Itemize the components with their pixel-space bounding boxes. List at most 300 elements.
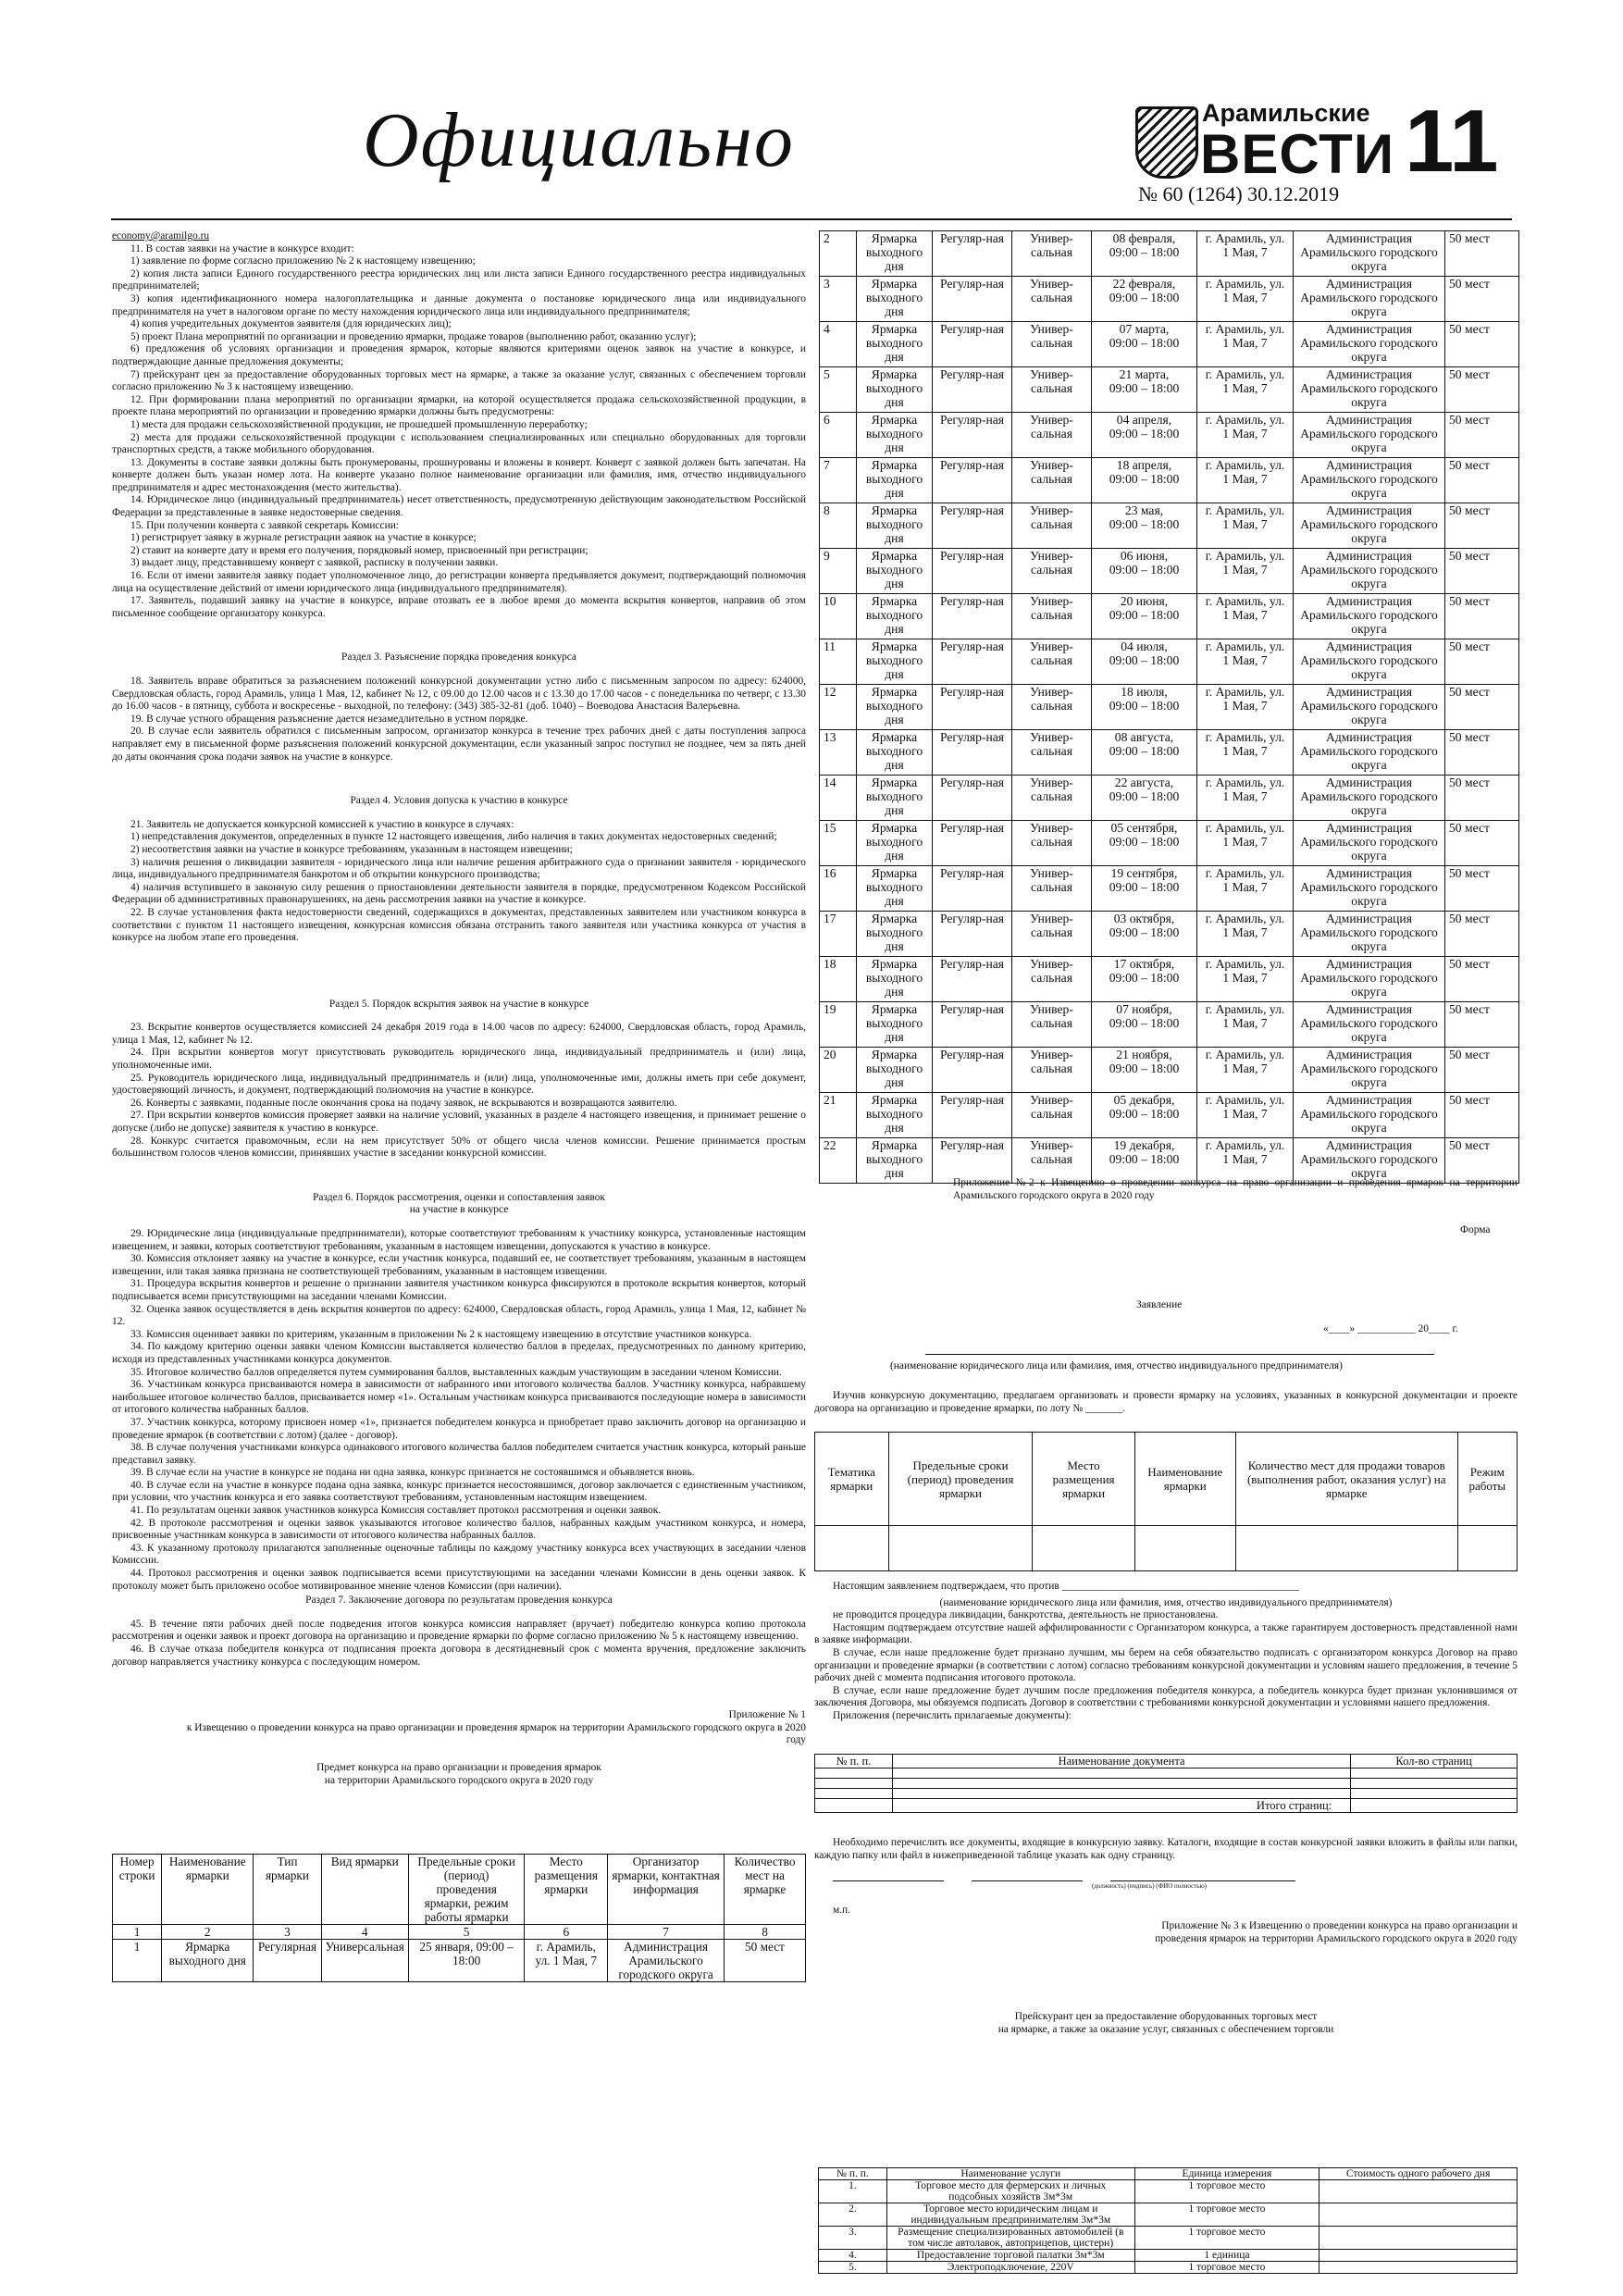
column-header: Вид ярмарки xyxy=(321,1855,408,1925)
column-header: Место размещения ярмарки xyxy=(1033,1433,1134,1526)
table-cell: Предоставление торговой палатки 3м*3м xyxy=(886,2250,1134,2262)
paragraph: 1) места для продажи сельскохозяйственной продукции, не прошедшей промышленную переработку; xyxy=(130,418,588,430)
table-number-row xyxy=(113,1925,806,1940)
paragraph: 16. Если от имени заявителя заявку подает уполномоченное лицо, до регистрации конверта предъявляется документ, подтверждающий полномочия лица на осуществление действий от имени юридического лица (индивидуального предпринимателя). xyxy=(112,570,806,594)
fair-place: г. Арамиль, ул. 1 Мая, 7 xyxy=(1197,1093,1294,1138)
fair-kind: Универ-сальная xyxy=(1012,639,1092,685)
contest-subject-table xyxy=(112,1854,806,1982)
paragraph: В случае, если наше предложение будет лучшим после предложения победителя конкурса, а победитель конкурса будет признан уклонившимся от заключения Договора, мы обязуемся подписать Договор в соответствии с требованиями конкурсной документации и условиями нашего предложения. xyxy=(814,1684,1518,1709)
table-row xyxy=(820,730,1519,776)
fair-type: Регуляр-ная xyxy=(933,1002,1012,1048)
fair-type: Регуляр-ная xyxy=(933,866,1012,912)
paragraph: Приложения (перечислить прилагаемые документы): xyxy=(833,1709,1072,1721)
fair-seats: 50 мест xyxy=(1445,1138,1519,1184)
fair-type: Регуляр-ная xyxy=(933,458,1012,503)
paragraph: 18. Заявитель вправе обратиться за разъяснением положений конкурсной документации устно либо с письменным запросом по адресу: 624000, Свердловская область, город Арамиль, улица 1 Мая, 12, кабинет № 12, с 09.00 до 12.00 часов и с 13.30 до 17.00 часов - с понедельника по четверг, с 13.30 до 16.00 часов - в пятницу, суббота и воскресенье - выходной, по телефону: (343) 385-32-81 (доб. 1040) – Воеводова Анастасия Валерьевна. xyxy=(112,676,806,713)
row-number: 16 xyxy=(820,866,857,912)
date-line: «____» ___________ 20____ г. xyxy=(1323,1323,1458,1334)
fair-hours: 09:00 – 18:00 xyxy=(1109,472,1180,486)
paragraph: 37. Участник конкурса, которому присвоен номер «1», признается победителем конкурса и приобретает право заключить договор на организацию и проведение ярмарок (в соответствии с лотом) (далее - договор). xyxy=(112,1416,806,1441)
row-number: 12 xyxy=(820,685,857,730)
row-number: 14 xyxy=(820,776,857,821)
paragraph: 7) прейскурант цен за предоставление оборудованных торговых мест на ярмарке, а также за оказание услуг, связанных с обеспечением торговли согласно приложению № 3 к настоящему извещению. xyxy=(112,368,806,393)
fair-date: 08 августа, xyxy=(1114,730,1174,744)
fair-hours: 09:00 – 18:00 xyxy=(1109,517,1180,531)
fair-dates xyxy=(1092,685,1197,730)
table-cell: 4. xyxy=(819,2250,887,2262)
header-divider xyxy=(111,218,1512,220)
paragraph: 32. Оценка заявок осуществляется в день вскрытия конвертов по адресу: 624000, Свердловская область, город Арамиль, улица 1 Мая, 12, кабинет № 12. xyxy=(112,1303,806,1328)
price-subtitle: на ярмарке, а также за оказание услуг, связанных с обеспечением торговли xyxy=(997,2024,1334,2035)
fair-name: Ярмарка выходного дня xyxy=(857,957,933,1002)
table-cell: Размещение специализированных автомобилей (в том числе автолавок, автоприцепов, цистерн) xyxy=(886,2227,1134,2250)
table-cell: Регулярная xyxy=(254,1940,321,1982)
column-header: Наименование ярмарки xyxy=(1134,1433,1235,1526)
fair-hours: 09:00 – 18:00 xyxy=(1109,880,1180,894)
fair-seats: 50 мест xyxy=(1445,413,1519,458)
fair-dates xyxy=(1092,322,1197,367)
fair-hours: 09:00 – 18:00 xyxy=(1109,291,1180,304)
fair-name: Ярмарка выходного дня xyxy=(857,1048,933,1093)
fair-kind: Универ-сальная xyxy=(1012,413,1092,458)
fair-organizer: Администрация Арамильского городского округа xyxy=(1294,277,1445,322)
fair-seats: 50 мест xyxy=(1445,277,1519,322)
paragraph: 3) выдает лицу, представившему конверт с заявкой, расписку в получении заявки. xyxy=(130,557,499,569)
fair-seats: 50 мест xyxy=(1445,730,1519,776)
fair-place: г. Арамиль, ул. 1 Мая, 7 xyxy=(1197,1002,1294,1048)
fair-hours: 09:00 – 18:00 xyxy=(1109,653,1180,667)
row-number: 17 xyxy=(820,912,857,957)
table-row xyxy=(820,639,1519,685)
fair-date: 22 августа, xyxy=(1114,776,1174,789)
column-number: 6 xyxy=(525,1925,608,1940)
fair-type: Регуляр-ная xyxy=(933,639,1012,685)
fair-date: 07 марта, xyxy=(1119,322,1170,336)
fair-date: 05 декабря, xyxy=(1113,1093,1175,1107)
fair-name: Ярмарка выходного дня xyxy=(857,277,933,322)
fair-type: Регуляр-ная xyxy=(933,594,1012,639)
fair-date: 21 ноября, xyxy=(1116,1048,1172,1061)
paragraph: 36. Участникам конкурса присваиваются номера в зависимости от набранного ими итогового количества баллов. Участнику конкурса, набравшему наибольшее итоговое количество баллов, присваивается номер «1». Остальным участникам конкурса присваиваются последующие номера в зависимости от итогового количества набранных баллов. xyxy=(112,1379,806,1416)
fair-type: Регуляр-ная xyxy=(933,685,1012,730)
fair-type: Регуляр-ная xyxy=(933,549,1012,594)
price-list-table xyxy=(818,2167,1518,2274)
fair-seats: 50 мест xyxy=(1445,1093,1519,1138)
fair-name: Ярмарка выходного дня xyxy=(857,367,933,413)
section-6-subheading: на участие в конкурсе xyxy=(409,1204,509,1216)
paragraph: 2) несоответствия заявки на участие в конкурсе требованиям, указанным в настоящем извещении; xyxy=(130,843,573,855)
fair-dates xyxy=(1092,1002,1197,1048)
table-cell: 25 января, 09:00 – 18:00 xyxy=(408,1940,525,1982)
fair-hours: 09:00 – 18:00 xyxy=(1109,427,1180,441)
section-7-heading: Раздел 7. Заключение договора по результатам проведения конкурса xyxy=(305,1595,613,1607)
paragraph: 1) заявление по форме согласно приложению № 2 к настоящему извещению; xyxy=(130,255,476,267)
empty-cell xyxy=(1235,1526,1457,1571)
signature-line xyxy=(1110,1880,1295,1881)
paragraph: 11. В состав заявки на участие в конкурсе входит: xyxy=(130,242,354,254)
fair-organizer: Администрация Арамильского городского округа xyxy=(1294,1138,1445,1184)
fair-name: Ярмарка выходного дня xyxy=(857,322,933,367)
paragraph: 34. По каждому критерию оценки заявки членом Комиссии выставляется количество баллов в пределах, предусмотренных по данному критерию, исходя из представленных участниками конкурса документов. xyxy=(112,1341,806,1365)
fair-kind: Универ-сальная xyxy=(1012,594,1092,639)
appendix-1-subtitle: на территории Арамильского городского округа в 2020 году xyxy=(324,1774,594,1786)
appendix-2-caption: Приложение №2 к Извещению о проведении конкурса на право организации и проведения ярмарок на территории Арамильского городского округа в 2020 году xyxy=(953,1177,1518,1201)
table-cell: 50 мест xyxy=(725,1940,806,1982)
fair-name: Ярмарка выходного дня xyxy=(857,730,933,776)
fair-date: 22 февраля, xyxy=(1112,277,1176,291)
fair-dates xyxy=(1092,277,1197,322)
fair-hours: 09:00 – 18:00 xyxy=(1109,789,1180,803)
fair-organizer: Администрация Арамильского городского округа xyxy=(1294,776,1445,821)
table-header-row xyxy=(819,2168,1518,2180)
fair-seats: 50 мест xyxy=(1445,367,1519,413)
fair-place: г. Арамиль, ул. 1 Мая, 7 xyxy=(1197,594,1294,639)
fair-organizer: Администрация Арамильского городского округа xyxy=(1294,413,1445,458)
table-header-row xyxy=(815,1433,1518,1526)
section-6-heading: Раздел 6. Порядок рассмотрения, оценки и сопоставления заявок xyxy=(313,1191,605,1203)
fair-type: Регуляр-ная xyxy=(933,1048,1012,1093)
fair-place: г. Арамиль, ул. 1 Мая, 7 xyxy=(1197,277,1294,322)
fair-kind: Универ-сальная xyxy=(1012,1093,1092,1138)
table-row xyxy=(820,367,1519,413)
table-header-row xyxy=(113,1855,806,1925)
fair-name: Ярмарка выходного дня xyxy=(857,413,933,458)
fair-place: г. Арамиль, ул. 1 Мая, 7 xyxy=(1197,231,1294,277)
fair-date: 21 марта, xyxy=(1119,367,1170,381)
row-number: 8 xyxy=(820,503,857,549)
fair-name: Ярмарка выходного дня xyxy=(857,549,933,594)
fair-type: Регуляр-ная xyxy=(933,322,1012,367)
fair-kind: Универ-сальная xyxy=(1012,277,1092,322)
fair-organizer: Администрация Арамильского городского округа xyxy=(1294,639,1445,685)
fair-kind: Универ-сальная xyxy=(1012,367,1092,413)
fair-date: 19 сентября, xyxy=(1110,866,1178,880)
fair-organizer: Администрация Арамильского городского округа xyxy=(1294,1048,1445,1093)
fair-seats: 50 мест xyxy=(1445,503,1519,549)
column-header: Наименование ярмарки xyxy=(162,1855,254,1925)
fair-type: Регуляр-ная xyxy=(933,1093,1012,1138)
table-row xyxy=(820,1048,1519,1093)
column-header: Тематика ярмарки xyxy=(815,1433,889,1526)
fair-organizer: Администрация Арамильского городского округа xyxy=(1294,1093,1445,1138)
fair-seats: 50 мест xyxy=(1445,594,1519,639)
table-row xyxy=(820,685,1519,730)
fair-hours: 09:00 – 18:00 xyxy=(1109,1107,1180,1121)
empty-cell xyxy=(1134,1526,1235,1571)
fair-seats: 50 мест xyxy=(1445,957,1519,1002)
fair-organizer: Администрация Арамильского городского округа xyxy=(1294,912,1445,957)
table-cell: 3. xyxy=(819,2227,887,2250)
email-link[interactable]: economy@aramilgo.ru xyxy=(112,230,210,242)
page-number: 11 xyxy=(1405,92,1499,191)
price-cell xyxy=(1319,2250,1518,2262)
paragraph: 22. В случае установления факта недостоверности сведений, содержащихся в документах, представленных заявителем или участником конкурса в соответствии с пунктом 11 настоящего извещения, конкурсная комиссия обязана отстранить такого заявителя или участника конкурса от участия в конкурсе на любом этапе его проведения. xyxy=(112,906,806,944)
newspaper-logo xyxy=(1135,95,1394,188)
left-column xyxy=(112,230,806,1787)
fair-dates xyxy=(1092,866,1197,912)
fair-hours: 09:00 – 18:00 xyxy=(1109,971,1180,985)
fair-hours: 09:00 – 18:00 xyxy=(1109,381,1180,395)
fair-dates xyxy=(1092,1048,1197,1093)
fair-name: Ярмарка выходного дня xyxy=(857,458,933,503)
paragraph: 28. Конкурс считается правомочным, если на нем присутствует 50% от общего числа членов комиссии. Решение принимается простым большинством голосов членов комиссии, принявших участие в заседании конкурсной комиссии. xyxy=(112,1135,806,1160)
col-pages: Кол-во страниц xyxy=(1351,1755,1518,1769)
fair-seats: 50 мест xyxy=(1445,322,1519,367)
fair-type: Регуляр-ная xyxy=(933,912,1012,957)
fair-place: г. Арамиль, ул. 1 Мая, 7 xyxy=(1197,776,1294,821)
table-cell: г. Арамиль, ул. 1 Мая, 7 xyxy=(525,1940,608,1982)
fair-seats: 50 мест xyxy=(1445,821,1519,866)
paragraph: 21. Заявитель не допускается конкурсной комиссией к участию в конкурсе в случаях: xyxy=(130,818,514,830)
paragraph: 15. При получении конверта с заявкой секретарь Комиссии: xyxy=(130,519,399,531)
table-cell: 5. xyxy=(819,2262,887,2274)
fair-hours: 09:00 – 18:00 xyxy=(1109,925,1180,939)
fair-type: Регуляр-ная xyxy=(933,413,1012,458)
fair-name: Ярмарка выходного дня xyxy=(857,594,933,639)
table-row xyxy=(820,1002,1519,1048)
fair-type: Регуляр-ная xyxy=(933,231,1012,277)
table-row xyxy=(820,957,1519,1002)
row-number: 11 xyxy=(820,639,857,685)
fair-name: Ярмарка выходного дня xyxy=(857,821,933,866)
empty-cell xyxy=(815,1526,889,1571)
fair-dates xyxy=(1092,594,1197,639)
row-number: 4 xyxy=(820,322,857,367)
table-cell: 1 xyxy=(113,1940,162,1982)
fair-hours: 09:00 – 18:00 xyxy=(1109,835,1180,849)
paragraph: 12. При формировании плана мероприятий по организации ярмарки, на которой осуществляется продажа сельскохозяйственной продукции, в проекте плана мероприятий по организации и проведению ярмарки должны быть предусмотрены: xyxy=(112,393,806,418)
paragraph: 44. Протокол рассмотрения и оценки заявок подписывается всеми присутствующими на заседании членами Комиссии в день оценки заявок. К протоколу может быть приложено особое мотивированное мнение членов Комиссии (при наличии). xyxy=(112,1568,806,1592)
signature-line xyxy=(972,1880,1083,1881)
fair-kind: Универ-сальная xyxy=(1012,1002,1092,1048)
paragraph: 2) копия листа записи Единого государственного реестра юридических лиц или листа записи Единого государственного реестра индивидуальных предпринимателей; xyxy=(112,267,806,292)
paragraph: 33. Комиссия оценивает заявки по критериям, указанным в приложении № 2 к настоящему извещению в отсутствие участников конкурса. xyxy=(130,1328,752,1340)
fair-organizer: Администрация Арамильского городского округа xyxy=(1294,730,1445,776)
paragraph: 5) проект Плана мероприятий по организации и проведению ярмарки, продаже товаров (выполнению работ, оказанию услуг); xyxy=(130,330,697,342)
price-cell xyxy=(1319,2180,1518,2203)
fair-date: 08 февраля, xyxy=(1112,231,1176,245)
section-title: Официально xyxy=(363,97,795,183)
applicant-line xyxy=(925,1354,1434,1355)
fair-hours: 09:00 – 18:00 xyxy=(1109,336,1180,350)
intro-paragraph: Изучив конкурсную документацию, предлагаем организовать и провести ярмарку на условиях, указанных в конкурсной документации и проекте договора на организацию и проведение ярмарки, по лоту № _______. xyxy=(814,1390,1518,1414)
col-number: № п. п. xyxy=(815,1755,893,1769)
row-number: 19 xyxy=(820,1002,857,1048)
fair-hours: 09:00 – 18:00 xyxy=(1109,744,1180,758)
table-cell: Ярмарка выходного дня xyxy=(162,1940,254,1982)
fair-dates xyxy=(1092,957,1197,1002)
column-header: Количество мест для продажи товаров (выполнения работ, оказания услуг) на ярмарке xyxy=(1235,1433,1457,1526)
fair-type: Регуляр-ная xyxy=(933,277,1012,322)
table-row xyxy=(820,912,1519,957)
table-row xyxy=(815,1789,1518,1799)
table-cell: Администрация Арамильского городского округа xyxy=(608,1940,725,1982)
paragraph: 45. В течение пяти рабочих дней после подведения итогов конкурса комиссия направляет (вручает) победителю конкурса копию протокола рассмотрения и оценки заявок и проект договора на организацию и проведение ярмарки по форме согласно приложению № 5 к настоящему извещению. xyxy=(112,1618,806,1643)
signature-note: (должность) (подпись) (ФИО полностью) xyxy=(1092,1882,1208,1890)
form-label: Форма xyxy=(1460,1224,1491,1235)
column-header: Наименование услуги xyxy=(886,2168,1134,2180)
fair-date: 06 июня, xyxy=(1120,549,1169,563)
paragraph: 42. В протоколе рассмотрения и оценки заявок указываются итоговое количество баллов, набранных каждым участником конкурса, и номера, присвоенные участникам конкурса в зависимости от итогового количества набранных баллов. xyxy=(112,1517,806,1542)
fair-place: г. Арамиль, ул. 1 Мая, 7 xyxy=(1197,866,1294,912)
fair-kind: Универ-сальная xyxy=(1012,549,1092,594)
issue-info: № 60 (1264) 30.12.2019 xyxy=(1138,182,1340,205)
paragraph: 2) места для продажи сельскохозяйственной продукции с использованием специализированных или специально оборудованных для торговли транспортных средств, а также мобильного оборудования. xyxy=(112,431,806,456)
column-header: Единица измерения xyxy=(1134,2168,1319,2180)
confirm-note: (наименование юридического лица или фамилия, имя, отчество индивидуального предпринимателя) xyxy=(939,1596,1393,1608)
fair-seats: 50 мест xyxy=(1445,866,1519,912)
fair-seats: 50 мест xyxy=(1445,1002,1519,1048)
column-header: Стоимость одного рабочего дня xyxy=(1319,2168,1518,2180)
fair-organizer: Администрация Арамильского городского округа xyxy=(1294,549,1445,594)
paragraph: 31. Процедура вскрытия конвертов и решение о признании заявителя участником конкурса фиксируются в протоколе вскрытия конвертов, который подписывается всеми присутствующими на заседании членами Комиссии. xyxy=(112,1278,806,1302)
paragraph: Настоящим подтверждаем отсутствие нашей аффилированности с Организатором конкурса, а также гарантируем достоверность представленной нами в заявке информации. xyxy=(814,1621,1518,1646)
fair-dates xyxy=(1092,639,1197,685)
fair-dates xyxy=(1092,776,1197,821)
section-3-heading: Раздел 3. Разъяснение порядка проведения конкурса xyxy=(341,652,576,664)
fair-kind: Универ-сальная xyxy=(1012,957,1092,1002)
fair-place: г. Арамиль, ул. 1 Мая, 7 xyxy=(1197,821,1294,866)
row-number: 10 xyxy=(820,594,857,639)
paragraph: 4) копия учредительных документов заявителя (для юридических лиц); xyxy=(130,318,452,330)
paragraph: 25. Руководитель юридического лица, индивидуальный предприниматель и (или) лица, уполномоченные ими, должны иметь при себе документ, удостоверяющий личность, и документ, подтверждающий полномочия на участие в конкурсе. xyxy=(112,1072,806,1097)
table-row xyxy=(819,2180,1518,2203)
column-header: Тип ярмарки xyxy=(254,1855,321,1925)
table-row xyxy=(819,2227,1518,2250)
fair-type: Регуляр-ная xyxy=(933,821,1012,866)
fair-seats: 50 мест xyxy=(1445,1048,1519,1093)
fair-place: г. Арамиль, ул. 1 Мая, 7 xyxy=(1197,503,1294,549)
statement-title: Заявление xyxy=(1136,1299,1183,1310)
fair-place: г. Арамиль, ул. 1 Мая, 7 xyxy=(1197,322,1294,367)
column-number: 4 xyxy=(321,1925,408,1940)
column-header: Организатор ярмарки, контактная информация xyxy=(608,1855,725,1925)
fair-date: 03 октября, xyxy=(1113,912,1175,925)
fair-place: г. Арамиль, ул. 1 Мая, 7 xyxy=(1197,458,1294,503)
paragraph: 43. К указанному протоколу прилагаются заполненные оценочные таблицы по каждому участнику конкурса всех участвующих в заседании членов Комиссии. xyxy=(112,1542,806,1567)
fair-place: г. Арамиль, ул. 1 Мая, 7 xyxy=(1197,639,1294,685)
fair-place: г. Арамиль, ул. 1 Мая, 7 xyxy=(1197,912,1294,957)
fair-kind: Универ-сальная xyxy=(1012,730,1092,776)
row-number: 6 xyxy=(820,413,857,458)
paragraph: 40. В случае если на участие в конкурсе подана одна заявка, конкурс признается несостоявшимся, договор заключается с единственным участником, при условии, что участник конкурса и его заявка соответствуют требованиям, установленным настоящим извещением. xyxy=(112,1479,806,1504)
fair-organizer: Администрация Арамильского городского округа xyxy=(1294,322,1445,367)
table-row xyxy=(819,2262,1518,2274)
empty-cell xyxy=(1457,1526,1517,1571)
fair-organizer: Администрация Арамильского городского округа xyxy=(1294,821,1445,866)
fair-date: 04 июля, xyxy=(1121,639,1168,653)
table-cell: 1 единица xyxy=(1134,2250,1319,2262)
fair-dates xyxy=(1092,549,1197,594)
fair-dates xyxy=(1092,821,1197,866)
paragraph: 24. При вскрытии конвертов могут присутствовать руководитель юридического лица, индивидуальный предприниматель и (или) лица, уполномоченные ими. xyxy=(112,1047,806,1072)
fair-organizer: Администрация Арамильского городского округа xyxy=(1294,1002,1445,1048)
column-number: 5 xyxy=(408,1925,525,1940)
table-cell: 1. xyxy=(819,2180,887,2203)
fair-date: 20 июня, xyxy=(1120,594,1169,608)
row-number: 5 xyxy=(820,367,857,413)
fair-place: г. Арамиль, ул. 1 Мая, 7 xyxy=(1197,413,1294,458)
fair-type: Регуляр-ная xyxy=(933,503,1012,549)
appendix-1-caption: к Извещению о проведении конкурса на право организации и проведения ярмарок на территории Арамильского городского округа в 2020 году xyxy=(186,1721,806,1746)
logo-main-text: ВЕСТИ xyxy=(1200,123,1394,185)
fair-name: Ярмарка выходного дня xyxy=(857,639,933,685)
price-title: Прейскурант цен за предоставление оборудованных торговых мест xyxy=(1014,2011,1318,2022)
fair-place: г. Арамиль, ул. 1 Мая, 7 xyxy=(1197,957,1294,1002)
column-header: Количество мест на ярмарке xyxy=(725,1855,806,1925)
table-row xyxy=(820,866,1519,912)
fair-hours: 09:00 – 18:00 xyxy=(1109,608,1180,622)
table-cell: Электроподключение, 220V xyxy=(886,2262,1134,2274)
table-row xyxy=(819,2250,1518,2262)
empty-cell xyxy=(888,1526,1033,1571)
row-number: 9 xyxy=(820,549,857,594)
fair-organizer: Администрация Арамильского городского округа xyxy=(1294,594,1445,639)
row-number: 15 xyxy=(820,821,857,866)
price-cell xyxy=(1319,2262,1518,2274)
table-cell: 1 торговое место xyxy=(1134,2180,1319,2203)
table-cell: Торговое место юридическим лицам и индивидуальным предпринимателям 3м*3м xyxy=(886,2203,1134,2227)
fair-organizer: Администрация Арамильского городского округа xyxy=(1294,231,1445,277)
fair-name: Ярмарка выходного дня xyxy=(857,503,933,549)
paragraph: 6) предложения об условиях организации и проведения ярмарок, которые являются критериями оценок заявок на участие в конкурсе, и подтверждающие данные предложения документы; xyxy=(112,343,806,367)
fair-name: Ярмарка выходного дня xyxy=(857,1002,933,1048)
col-document: Наименование документа xyxy=(892,1755,1350,1769)
fair-date: 18 июля, xyxy=(1121,685,1168,699)
table-cell: Торговое место для фермерских и личных подсобных хозяйств 3м*3м xyxy=(886,2180,1134,2203)
fair-place: г. Арамиль, ул. 1 Мая, 7 xyxy=(1197,367,1294,413)
column-number: 2 xyxy=(162,1925,254,1940)
fair-type: Регуляр-ная xyxy=(933,1138,1012,1184)
fair-place: г. Арамиль, ул. 1 Мая, 7 xyxy=(1197,730,1294,776)
table-row xyxy=(820,413,1519,458)
fair-kind: Универ-сальная xyxy=(1012,776,1092,821)
table-cell: 2. xyxy=(819,2203,887,2227)
fair-seats: 50 мест xyxy=(1445,458,1519,503)
table-row xyxy=(820,322,1519,367)
column-header: Номер строки xyxy=(113,1855,162,1925)
fairs-schedule-table xyxy=(819,230,1519,1184)
table-cell: Универсальная xyxy=(321,1940,408,1982)
paragraph: 26. Конверты с заявками, поданные после окончания срока на подачу заявок, не вскрываются и возвращаются заявителю. xyxy=(130,1097,677,1109)
fair-kind: Универ-сальная xyxy=(1012,1138,1092,1184)
empty-cell xyxy=(1033,1526,1134,1571)
fair-place: г. Арамиль, ул. 1 Мая, 7 xyxy=(1197,1048,1294,1093)
fair-date: 23 мая, xyxy=(1124,503,1164,517)
table-row xyxy=(819,2203,1518,2227)
paragraph: не проводится процедура ликвидации, банкротства, деятельность не приостановлена. xyxy=(833,1609,1219,1621)
fair-name: Ярмарка выходного дня xyxy=(857,776,933,821)
price-cell xyxy=(1319,2203,1518,2227)
table-row xyxy=(815,1779,1518,1789)
stamp-place: м.п. xyxy=(833,1905,850,1916)
signature-line xyxy=(833,1880,944,1881)
row-number: 7 xyxy=(820,458,857,503)
paragraph: 2) ставит на конверте дату и время его получения, порядковый номер, присвоенный при регистрации; xyxy=(130,544,588,556)
fair-date: 07 ноября, xyxy=(1116,1002,1172,1016)
column-number: 1 xyxy=(113,1925,162,1940)
paragraph: 20. В случае если заявитель обратился с письменным запросом, организатор конкурса в течение трех рабочих дней с даты поступления запроса направляет ему в письменной форме разъяснения положений конкурсной документации, если указанный запрос поступил не позднее, чем за пять дней до даты окончания срока подачи заявок на участие в конкурсе. xyxy=(112,726,806,763)
paragraph: 1) регистрирует заявку в журнале регистрации заявок на участие в конкурсе; xyxy=(130,532,477,544)
fair-name: Ярмарка выходного дня xyxy=(857,912,933,957)
fair-seats: 50 мест xyxy=(1445,912,1519,957)
fair-date: 18 апреля, xyxy=(1116,458,1172,472)
attachments-note: Необходимо перечислить все документы, входящие в конкурсную заявку. Каталоги, входящие в состав конкурсной заявки вложить в файлы или папки, каждую папку или файл в нижеприведенной таблице указать как одну страницу. xyxy=(814,1837,1518,1861)
fair-hours: 09:00 – 18:00 xyxy=(1109,1061,1180,1075)
fair-hours: 09:00 – 18:00 xyxy=(1109,699,1180,713)
fair-dates xyxy=(1092,458,1197,503)
paragraph: 35. Итоговое количество баллов определяется путем суммирования баллов, выставленных каждым участвующим в заседании членом Комиссии. xyxy=(130,1366,782,1378)
